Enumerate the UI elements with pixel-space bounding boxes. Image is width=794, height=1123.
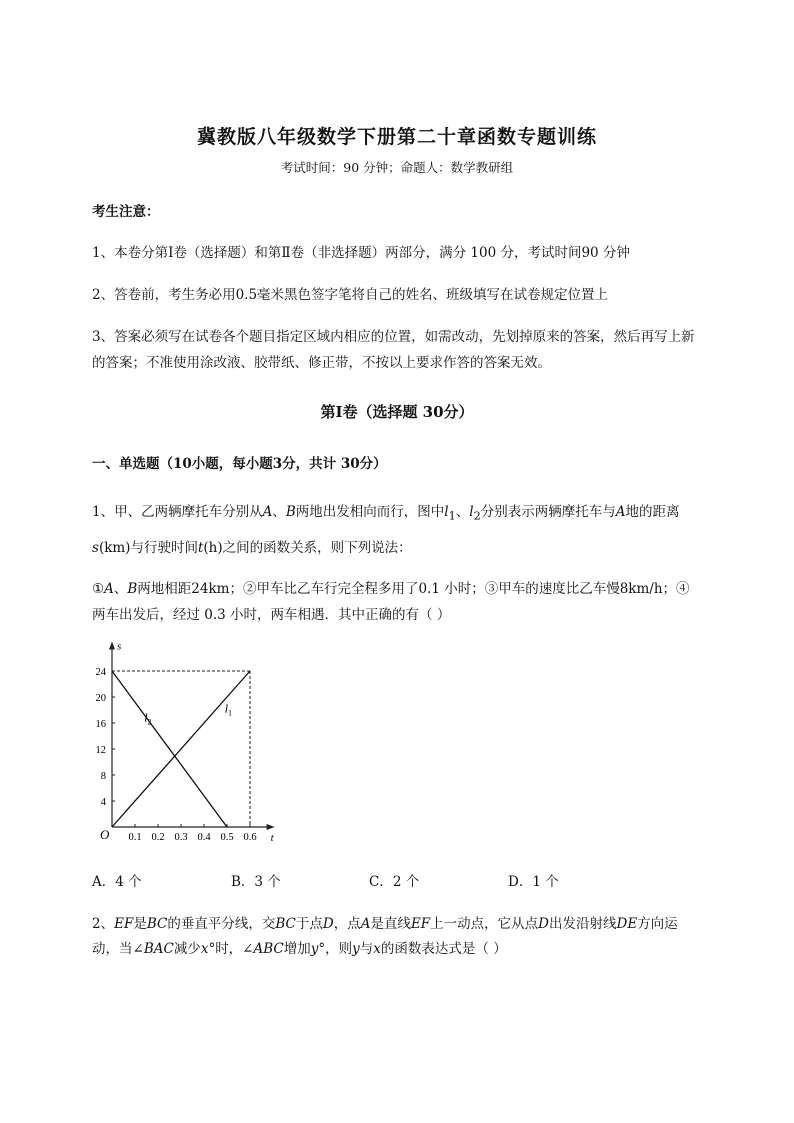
angle-bac: BAC — [143, 941, 174, 957]
seg-bc: BC — [146, 916, 168, 932]
seg-bc: BC — [275, 916, 296, 932]
notice-item-3-line-1: 3、答案必须写在试卷各个题目指定区域内相应的位置，如需改动，先划掉原来的答案，然后再写上新 — [92, 329, 695, 345]
q1-line-2 — [92, 536, 412, 556]
q2-text: 方向运 — [637, 916, 678, 932]
q2-text: 上一动点，它从点 — [430, 916, 539, 932]
q1-text: (km)与行驶时间 — [98, 540, 198, 556]
chart-root — [96, 642, 275, 844]
q1-sep: 、 — [272, 504, 286, 520]
y-tick-label: 8 — [100, 771, 106, 782]
series-label-l2: $l_2$ — [144, 710, 152, 727]
q1-text: 两地出发相向而行，图中 — [295, 504, 445, 520]
q2-text: 的垂直平分线，交 — [167, 916, 276, 932]
point-d: D — [322, 916, 334, 932]
question-group-heading: 一、单选题（10小题，每小题3分，共计 30分） — [92, 456, 387, 472]
q2-text: 与 — [359, 941, 374, 957]
series-l2 — [112, 671, 227, 827]
line-l1-sub: 1 — [448, 509, 456, 523]
seg-ef: EF — [410, 916, 431, 932]
x-tick-label: 0.1 — [128, 832, 142, 843]
x-tick-label: 0.2 — [151, 832, 165, 843]
q1-line-1 — [92, 500, 680, 523]
point-a: A — [262, 504, 273, 520]
y-tick-label: 24 — [95, 667, 106, 678]
q1-text: 1、甲、乙两辆摩托车分别从 — [92, 504, 263, 520]
q2-text: 出发沿射线 — [549, 916, 617, 932]
x-tick-label: 0.5 — [220, 832, 234, 843]
y-axis-label: s — [117, 642, 122, 653]
series-l1 — [112, 671, 250, 827]
y-tick-label: 4 — [100, 797, 106, 808]
y-tick-label: 16 — [95, 719, 106, 730]
point-a: A — [360, 916, 371, 932]
var-y: y — [310, 941, 319, 957]
notice-item-2: 2、答卷前，考生务必用0.5毫米黑色签字笔将自己的姓名、班级填写在试卷规定位置上 — [92, 287, 609, 303]
x-tick-label: 0.4 — [197, 832, 211, 843]
point-a: A — [615, 504, 626, 520]
point-d: D — [538, 916, 549, 932]
var-t: t — [197, 540, 204, 556]
var-x: x — [373, 941, 381, 957]
q1-statements-line-1 — [92, 577, 690, 597]
q1-text: 、 — [455, 504, 470, 520]
statement-marker: ① — [92, 581, 105, 597]
notice-item-3-line-2: 的答案；不准使用涂改液、胶带纸、修正带，不按以上要求作答的答案无效。 — [92, 355, 551, 371]
x-axis-label: t — [270, 832, 274, 844]
section-title: 第Ⅰ卷（选择题 30分） — [320, 403, 474, 421]
q2-text: 是 — [133, 916, 147, 932]
ray-de: DE — [616, 916, 638, 932]
point-b: B — [285, 504, 296, 520]
seg-ef: EF — [114, 916, 134, 932]
page-title: 冀教版八年级数学下册第二十章函数专题训练 — [196, 126, 597, 148]
q1-text: 地的距离 — [625, 504, 680, 520]
q1-statements-line-2: 两车出发后，经过 0.3 小时，两车相遇．其中正确的有（ ） — [92, 607, 451, 623]
q2-text: 的函数表达式是（ ） — [380, 941, 507, 957]
exam-info: 考试时间：90 分钟；命题人：数学教研组 — [280, 160, 514, 175]
angle-abc: ABC — [253, 941, 284, 957]
notice-heading: 考生注意： — [92, 204, 160, 220]
option-c[interactable]: C．2 个 — [369, 874, 420, 890]
option-d[interactable]: D．1 个 — [508, 874, 559, 890]
q2-text: 2、 — [92, 916, 115, 932]
distance-time-graph — [88, 642, 308, 852]
var-y: y — [352, 941, 360, 957]
q2-text: °，则 — [318, 941, 353, 957]
line-l2: l — [469, 504, 474, 520]
q1-text: 两地相距24km；②甲车比乙车行完全程多用了0.1 小时；③甲车的速度比乙车慢8km/h；④ — [137, 581, 690, 597]
x-tick-label: 0.6 — [243, 832, 257, 843]
line-l2-sub: 2 — [473, 509, 481, 523]
y-tick-label: 20 — [95, 693, 106, 704]
line-l1: l — [444, 504, 449, 520]
x-axis-arrow — [267, 824, 275, 830]
var-x: x — [200, 941, 209, 957]
q2-text: 是直线 — [370, 916, 411, 932]
point-b: B — [127, 581, 138, 597]
q1-text: 分别表示两辆摩托车与 — [480, 504, 616, 520]
q2-text: 动，当∠ — [92, 941, 144, 957]
q2-text: 于点 — [295, 916, 323, 932]
y-axis-arrow — [109, 642, 115, 650]
q2-line-2 — [92, 937, 507, 957]
q2-line-1 — [92, 912, 678, 932]
notice-item-1: 1、本卷分第Ⅰ卷（选择题）和第Ⅱ卷（非选择题）两部分，满分 100 分，考试时间90 分钟 — [92, 245, 630, 261]
option-b[interactable]: B．3 个 — [231, 874, 281, 890]
q1-sep: 、 — [113, 581, 128, 597]
origin-label: O — [100, 827, 110, 842]
q1-text: (h)之间的函数关系，则下列说法： — [203, 540, 412, 556]
q2-text: °时，∠ — [208, 941, 254, 957]
var-s: s — [92, 540, 99, 556]
y-tick-label: 12 — [95, 745, 106, 756]
point-a: A — [104, 581, 114, 597]
q2-text: 增加 — [283, 941, 311, 957]
q2-text: ，点 — [333, 916, 361, 932]
option-a[interactable]: A．4 个 — [92, 874, 142, 890]
series-label-l1: $l_1$ — [224, 701, 233, 718]
x-tick-label: 0.3 — [174, 832, 188, 843]
q2-text: 减少 — [173, 941, 201, 957]
